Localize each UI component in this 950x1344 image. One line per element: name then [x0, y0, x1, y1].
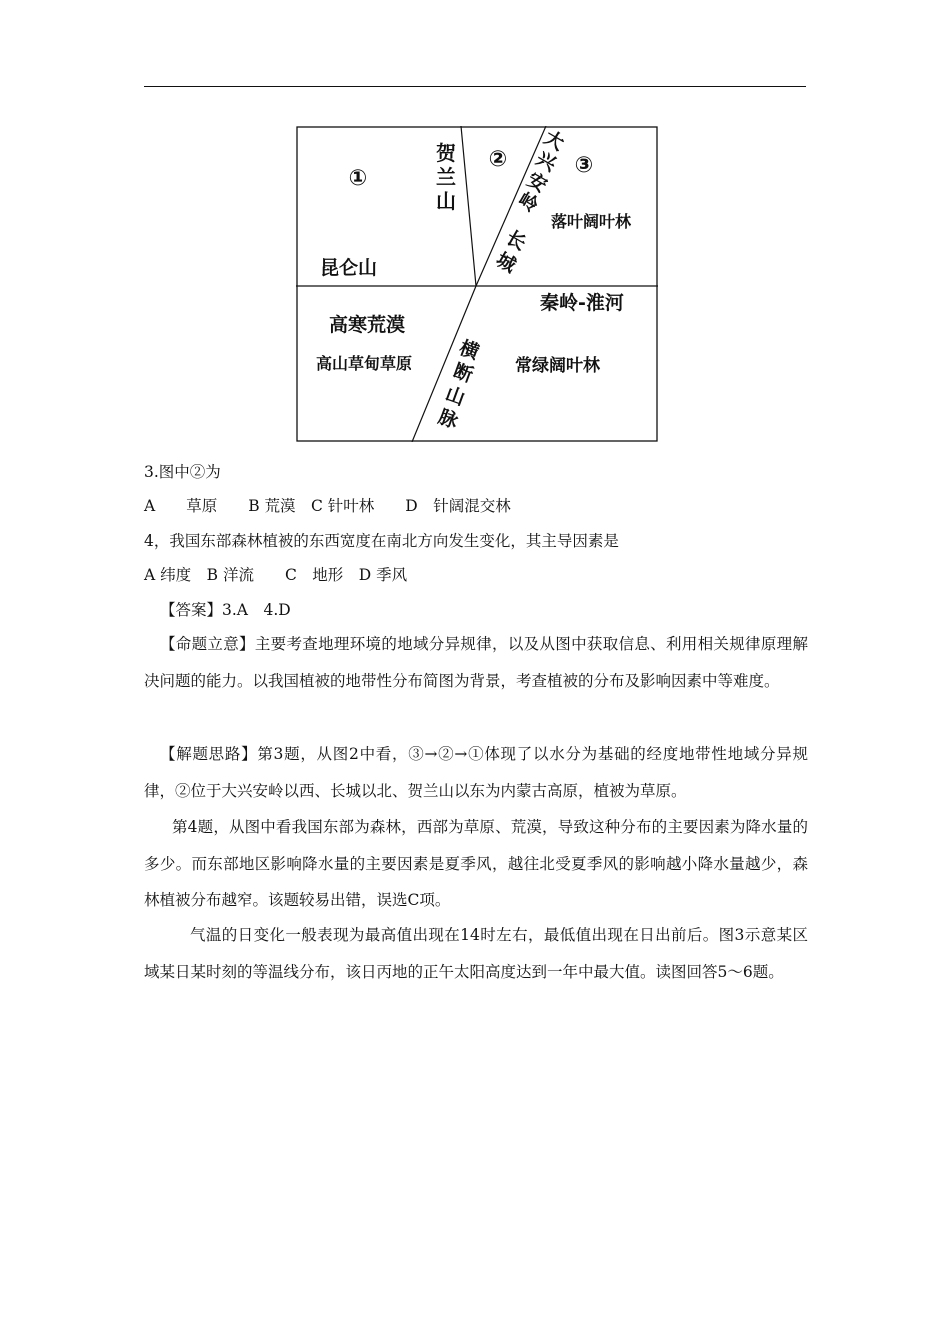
changcheng-char: 城	[492, 248, 520, 278]
helanshan-label	[436, 141, 457, 213]
changcheng-label	[492, 227, 529, 278]
thinking-paragraph: 【解题思路】第3题，从图2中看，③→②→①体现了以水分为基础的经度地带性地域分异规律，②位于大兴安岭以西、长城以北、贺兰山以东为内蒙古高原，植被为草原。	[144, 745, 808, 800]
header-rule	[144, 86, 806, 87]
helanshan-line	[461, 126, 476, 286]
hengduan-char: 山	[442, 382, 468, 410]
alpine-meadow-label: 高山草甸草原	[316, 354, 413, 373]
hengduan-char: 断	[450, 359, 476, 387]
intent-paragraph: 【命题立意】主要考查地理环境的地域分异规律，以及从图中获取信息、利用相关规律原理解决问题的能力。以我国植被的地带性分布简图为背景，考查植被的分布及影响因素中等难度。	[144, 635, 808, 690]
region-2-label: ②	[488, 147, 508, 172]
intro-paragraph: 气温的日变化一般表现为最高值出现在14时左右，最低值出现在日出前后。图3示意某区域某日某时刻的等温线分布，该日丙地的正午太阳高度达到一年中最大值。读图回答5～6题。	[144, 926, 808, 981]
vegetation-zone-figure	[296, 126, 658, 442]
helanshan-char: 兰	[436, 165, 456, 189]
answer-line: 【答案】3.A 4.D	[160, 601, 291, 619]
daxinganling-label	[514, 126, 568, 217]
question-3-options: A 草原 B 荒漠 C 针叶林 D 针阔混交林	[144, 497, 511, 515]
hengduan-char: 横	[456, 336, 482, 364]
daxinganling-char: 大	[540, 126, 568, 156]
region-1-label: ①	[348, 166, 368, 191]
changcheng-char: 长	[502, 226, 530, 256]
region-3-label: ③	[574, 153, 594, 178]
hengduan-char: 脉	[435, 405, 461, 433]
kunlun-label: 昆仑山	[320, 257, 378, 279]
question-4-stem: 4，我国东部森林植被的东西宽度在南北方向发生变化，其主导因素是	[144, 532, 619, 550]
daxinganling-char: 岭	[514, 188, 542, 218]
question-4-options: A 纬度 B 洋流 C 地形 D 季风	[144, 566, 408, 584]
daxinganling-char: 安	[523, 168, 551, 198]
question-3-stem: 3.图中②为	[144, 463, 221, 481]
q4-explain-paragraph: 第4题，从图中看我国东部为森林，西部为草原、荒漠，导致这种分布的主要因素为降水量的多少。而东部地区影响降水量的主要因素是夏季风，越往北受夏季风的影响越小降水量越少，森林植被分布越窄。该题较易出错，误选C项。	[144, 818, 808, 909]
helanshan-char: 山	[436, 189, 456, 213]
alpine-desert-label: 高寒荒漠	[329, 314, 406, 336]
evergreen-forest-label: 常绿阔叶林	[515, 356, 600, 376]
qinling-huaihe-label: 秦岭-淮河	[540, 292, 624, 314]
hengduan-label	[435, 335, 482, 433]
helanshan-char: 贺	[436, 141, 456, 165]
deciduous-forest-label: 落叶阔叶林	[551, 212, 632, 231]
daxinganling-char: 兴	[532, 147, 560, 177]
